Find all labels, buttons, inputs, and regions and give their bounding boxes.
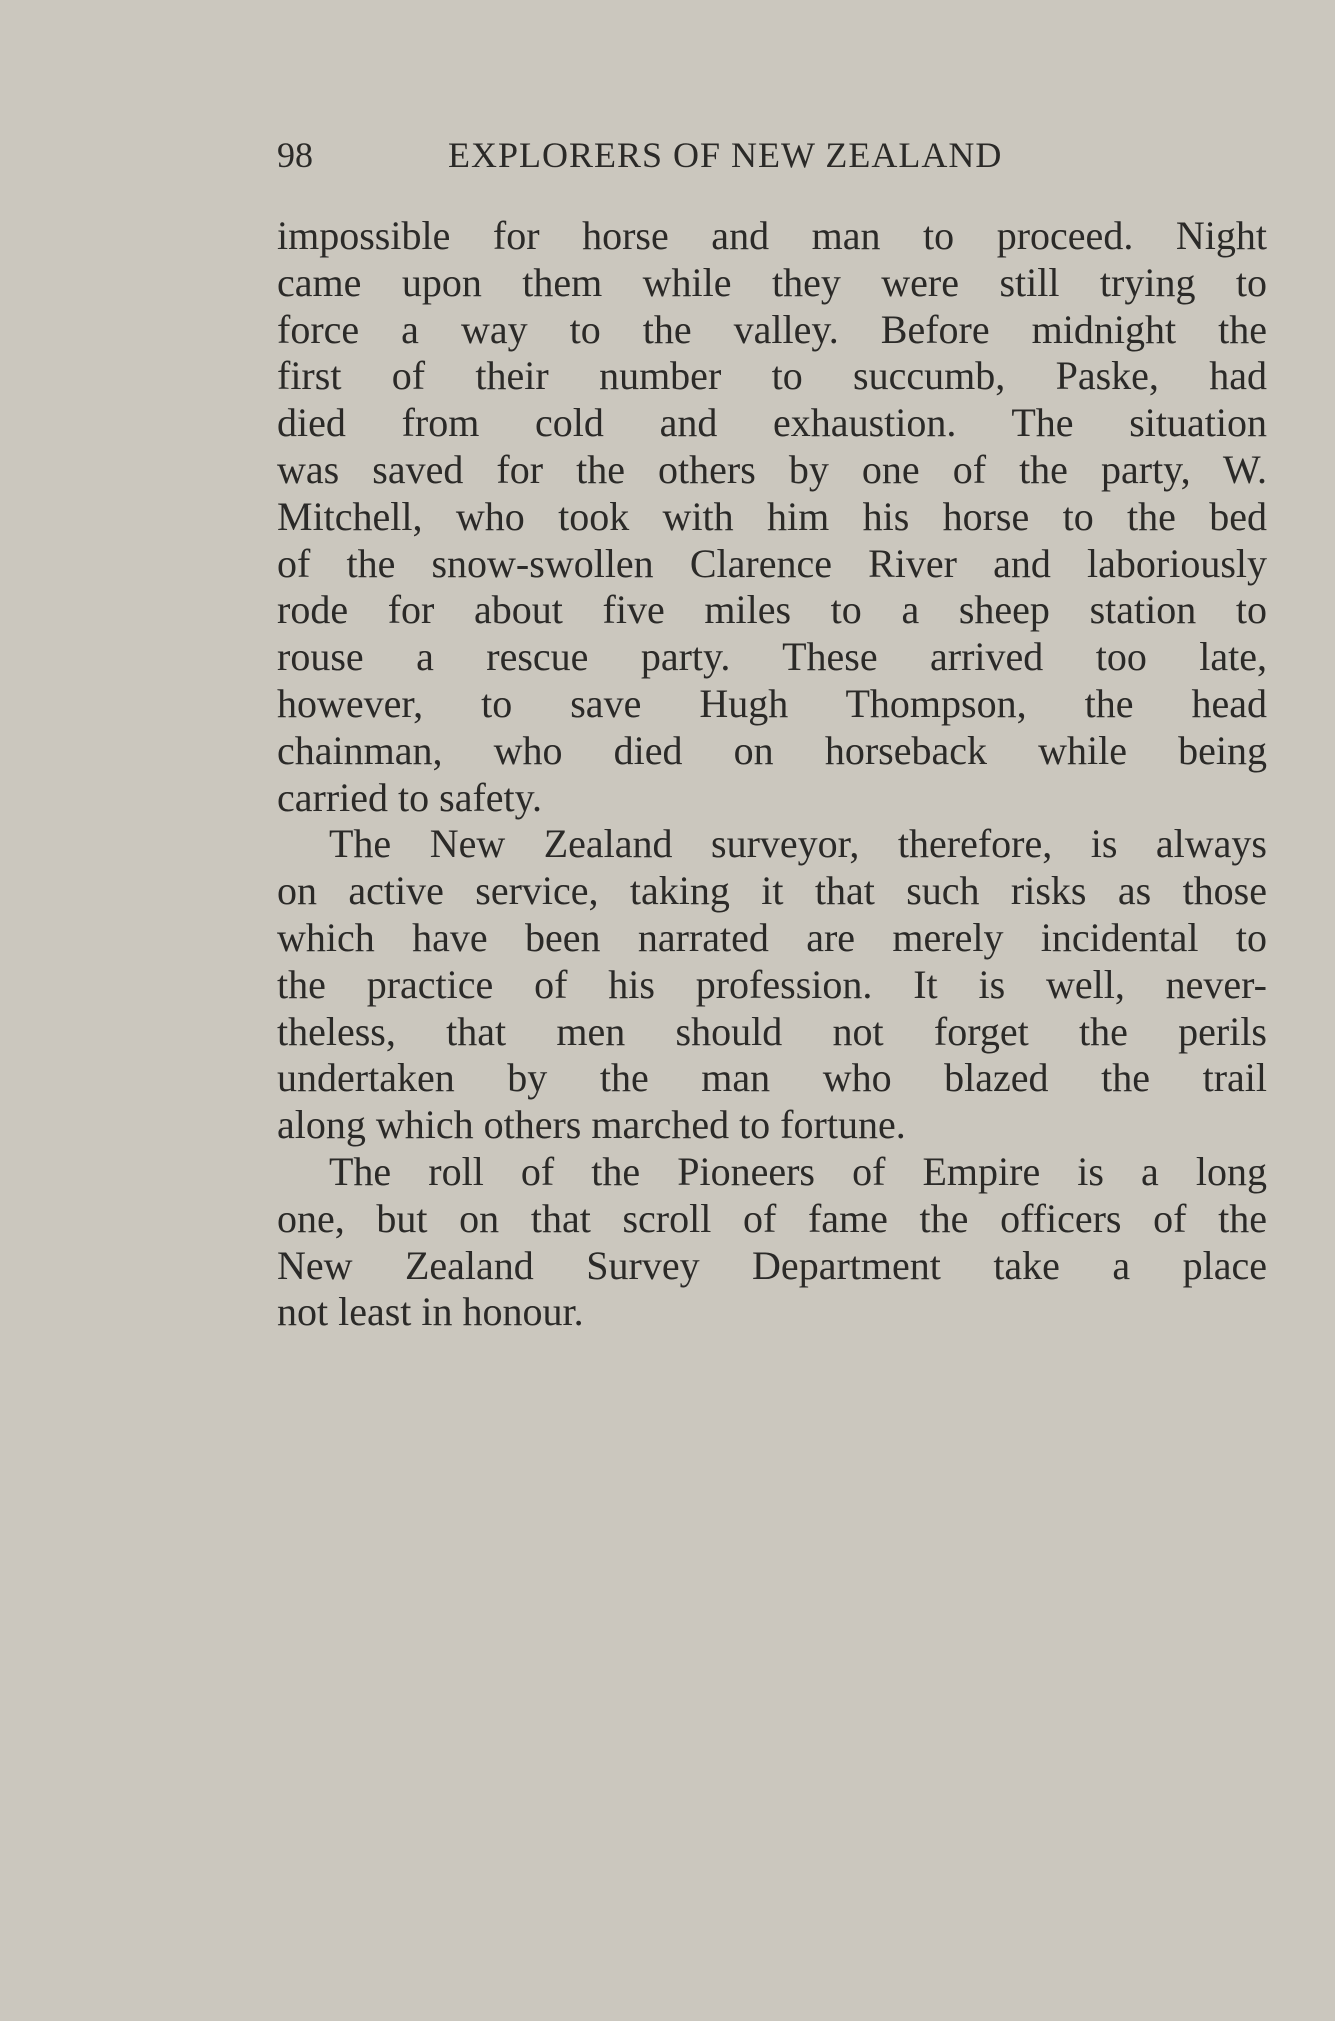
- text-line: on active service, taking it that such risks as those: [277, 868, 1267, 914]
- running-header: [277, 130, 1087, 180]
- text-line: carried to safety.: [277, 774, 543, 820]
- paragraph: [277, 1149, 1267, 1336]
- paragraph: [277, 821, 1267, 1149]
- page-number: 98: [277, 135, 313, 175]
- text-line: New Zealand Survey Department take a place: [277, 1242, 1267, 1288]
- text-line: rode for about five miles to a sheep station to: [277, 587, 1267, 633]
- text-line: The roll of the Pioneers of Empire is a long: [329, 1148, 1267, 1194]
- text-line: the practice of his profession. It is well, never-: [277, 961, 1267, 1007]
- text-line: impossible for horse and man to proceed. Night: [277, 213, 1267, 258]
- text-line: first of their number to succumb, Paske, had: [277, 353, 1267, 399]
- text-line: of the snow-swollen Clarence River and laboriously: [277, 540, 1267, 586]
- text-line: Mitchell, who took with him his horse to the bed: [277, 493, 1267, 539]
- text-line: along which others marched to fortune.: [277, 1102, 906, 1148]
- text-line: The New Zealand surveyor, therefore, is always: [329, 821, 1267, 867]
- text-line: rouse a rescue party. These arrived too late,: [277, 634, 1267, 680]
- text-line: not least in honour.: [277, 1289, 584, 1335]
- body-text: [277, 213, 1267, 1336]
- running-title: EXPLORERS OF NEW ZEALAND: [448, 135, 1003, 175]
- text-line: however, to save Hugh Thompson, the head: [277, 680, 1267, 726]
- text-line: came upon them while they were still trying to: [277, 259, 1267, 305]
- text-line: which have been narrated are merely incidental to: [277, 914, 1267, 960]
- text-line: one, but on that scroll of fame the officers of the: [277, 1195, 1267, 1241]
- text-line: force a way to the valley. Before midnight the: [277, 306, 1267, 352]
- paragraph: [277, 213, 1267, 821]
- text-line: chainman, who died on horseback while being: [277, 727, 1267, 773]
- text-line: was saved for the others by one of the party, W.: [277, 446, 1267, 492]
- text-line: undertaken by the man who blazed the trail: [277, 1055, 1267, 1101]
- text-line: died from cold and exhaustion. The situation: [277, 400, 1267, 446]
- text-line: theless, that men should not forget the perils: [277, 1008, 1267, 1054]
